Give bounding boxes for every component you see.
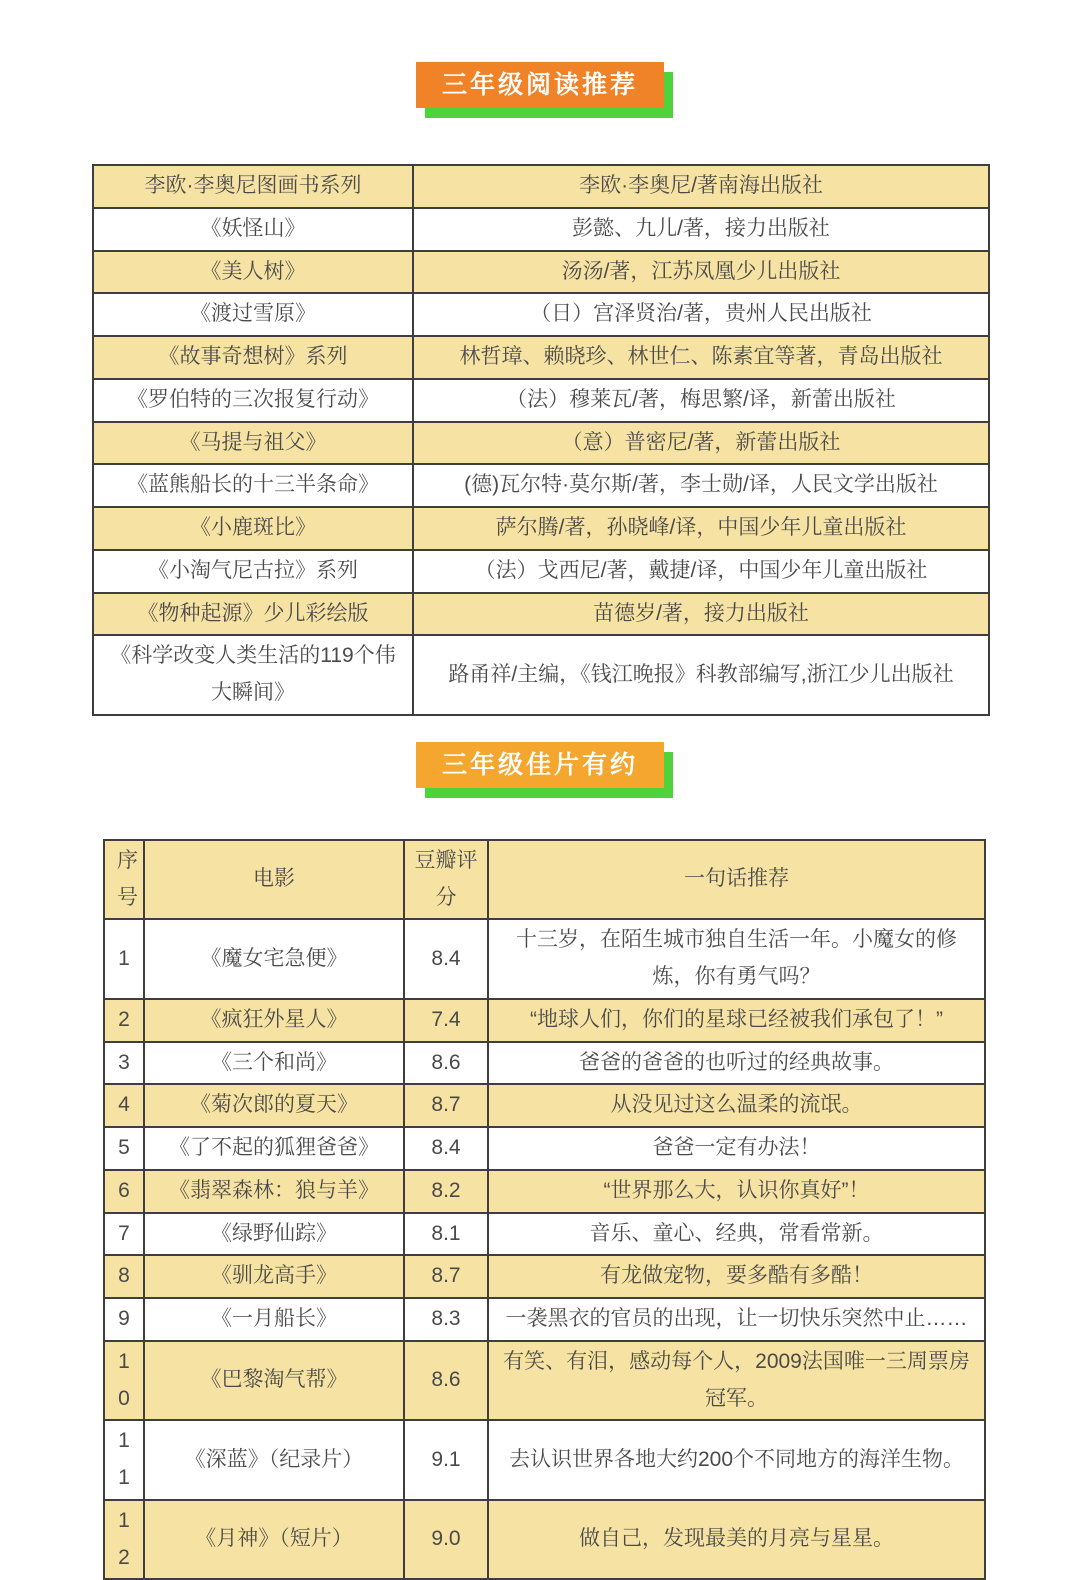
book-title-cell: 《妖怪山》 [93,208,413,251]
movie-no-cell: 1 [104,919,144,999]
book-title-cell: 《渡过雪原》 [93,293,413,336]
book-info-cell: （日）宫泽贤治/著，贵州人民出版社 [413,293,989,336]
book-info-cell: （法）戈西尼/著，戴捷/译，中国少年儿童出版社 [413,550,989,593]
movie-title-cell: 《了不起的狐狸爸爸》 [144,1127,404,1170]
book-info-cell: （意）普密尼/著，新蕾出版社 [413,422,989,465]
movie-rec-cell: 十三岁，在陌生城市独自生活一年。小魔女的修炼，你有勇气吗？ [488,919,985,999]
table-row [104,1084,985,1127]
book-title-cell: 《美人树》 [93,251,413,294]
movie-no-cell: 2 [104,999,144,1042]
book-title-cell: 《蓝熊船长的十三半条命》 [93,464,413,507]
book-title-cell: 《马提与祖父》 [93,422,413,465]
book-title-cell: 《小淘气尼古拉》系列 [93,550,413,593]
movie-table-header-row [104,840,985,920]
table-row [93,464,989,507]
movie-rec-cell: 有龙做宠物，要多酷有多酷！ [488,1255,985,1298]
movie-rating-cell: 8.6 [404,1042,488,1085]
book-title-cell: 《故事奇想树》系列 [93,336,413,379]
movie-rating-cell: 8.6 [404,1341,488,1421]
movie-no-cell: 3 [104,1042,144,1085]
movie-rating-cell: 8.4 [404,919,488,999]
movie-rec-cell: 有笑、有泪，感动每个人，2009法国唯一三周票房冠军。 [488,1341,985,1421]
table-row [93,422,989,465]
table-row [93,635,989,715]
movies-badge-row [0,742,1080,788]
header-movie: 电影 [144,840,404,920]
movie-rating-cell: 8.2 [404,1170,488,1213]
movie-title-cell: 《魔女宅急便》 [144,919,404,999]
header-recommendation: 一句话推荐 [488,840,985,920]
book-info-cell: 彭懿、九儿/著，接力出版社 [413,208,989,251]
movie-title-cell: 《驯龙高手》 [144,1255,404,1298]
book-info-cell: 萨尔腾/著，孙晓峰/译，中国少年儿童出版社 [413,507,989,550]
table-row [93,165,989,208]
movie-rating-cell: 8.7 [404,1255,488,1298]
movie-no-cell: 8 [104,1255,144,1298]
table-row [104,1500,985,1580]
table-row [93,379,989,422]
movie-rec-cell: 从没见过这么温柔的流氓。 [488,1084,985,1127]
movie-title-cell: 《一月船长》 [144,1298,404,1341]
table-row [104,1341,985,1421]
movie-no-cell: 10 [104,1341,144,1421]
movie-title-cell: 《菊次郎的夏天》 [144,1084,404,1127]
movie-rec-cell: “地球人们，你们的星球已经被我们承包了！” [488,999,985,1042]
book-info-cell: 路甬祥/主编，《钱江晚报》科教部编写,浙江少儿出版社 [413,635,989,715]
table-row [104,1170,985,1213]
movie-no-cell: 11 [104,1420,144,1500]
section-badge-reading: 三年级阅读推荐 [416,62,664,108]
movie-rating-cell: 9.1 [404,1420,488,1500]
section-badge-movies: 三年级佳片有约 [416,742,664,788]
header-rating: 豆瓣评分 [404,840,488,920]
movie-title-cell: 《三个和尚》 [144,1042,404,1085]
table-row [104,1213,985,1256]
movie-title-cell: 《翡翠森林：狼与羊》 [144,1170,404,1213]
movie-title-cell: 《月神》（短片） [144,1500,404,1580]
movie-no-cell: 7 [104,1213,144,1256]
movie-no-cell: 5 [104,1127,144,1170]
movie-no-cell: 6 [104,1170,144,1213]
table-row [93,251,989,294]
book-info-cell: 李欧·李奥尼/著南海出版社 [413,165,989,208]
movie-title-cell: 《绿野仙踪》 [144,1213,404,1256]
movie-rating-cell: 9.0 [404,1500,488,1580]
book-title-cell: 《科学改变人类生活的119个伟大瞬间》 [93,635,413,715]
movie-rec-cell: 爸爸的爸爸的也听过的经典故事。 [488,1042,985,1085]
table-row [93,208,989,251]
movie-rec-cell: 音乐、童心、经典，常看常新。 [488,1213,985,1256]
book-info-cell: （法）穆莱瓦/著，梅思繁/译，新蕾出版社 [413,379,989,422]
table-row [93,293,989,336]
table-row [104,999,985,1042]
movie-rating-cell: 8.7 [404,1084,488,1127]
table-row [104,1298,985,1341]
movie-rating-cell: 8.1 [404,1213,488,1256]
movie-title-cell: 《深蓝》（纪录片） [144,1420,404,1500]
table-row [104,1255,985,1298]
book-info-cell: 林哲璋、赖晓珍、林世仁、陈素宜等著，青岛出版社 [413,336,989,379]
movie-rec-cell: “世界那么大，认识你真好”！ [488,1170,985,1213]
table-row [93,593,989,636]
movie-rec-cell: 做自己，发现最美的月亮与星星。 [488,1500,985,1580]
movie-title-cell: 《巴黎淘气帮》 [144,1341,404,1421]
table-row [93,550,989,593]
movie-rating-cell: 7.4 [404,999,488,1042]
book-title-cell: 《罗伯特的三次报复行动》 [93,379,413,422]
book-info-cell: (德)瓦尔特·莫尔斯/著，李士勋/译，人民文学出版社 [413,464,989,507]
book-info-cell: 汤汤/著，江苏凤凰少儿出版社 [413,251,989,294]
book-title-cell: 《物种起源》少儿彩绘版 [93,593,413,636]
table-row [104,1042,985,1085]
movie-title-cell: 《疯狂外星人》 [144,999,404,1042]
reading-badge-row [0,62,1080,108]
movie-rec-cell: 爸爸一定有办法！ [488,1127,985,1170]
table-row [104,1127,985,1170]
table-row [104,919,985,999]
movie-no-cell: 9 [104,1298,144,1341]
header-no: 序号 [104,840,144,920]
movie-table [103,839,986,1580]
table-row [93,507,989,550]
movie-rec-cell: 去认识世界各地大约200个不同地方的海洋生物。 [488,1420,985,1500]
movie-no-cell: 4 [104,1084,144,1127]
movie-rec-cell: 一袭黑衣的官员的出现，让一切快乐突然中止…… [488,1298,985,1341]
movie-no-cell: 12 [104,1500,144,1580]
book-info-cell: 苗德岁/著，接力出版社 [413,593,989,636]
movie-rating-cell: 8.3 [404,1298,488,1341]
book-title-cell: 《小鹿斑比》 [93,507,413,550]
reading-table [92,164,990,716]
movie-rating-cell: 8.4 [404,1127,488,1170]
table-row [93,336,989,379]
book-title-cell: 李欧·李奥尼图画书系列 [93,165,413,208]
